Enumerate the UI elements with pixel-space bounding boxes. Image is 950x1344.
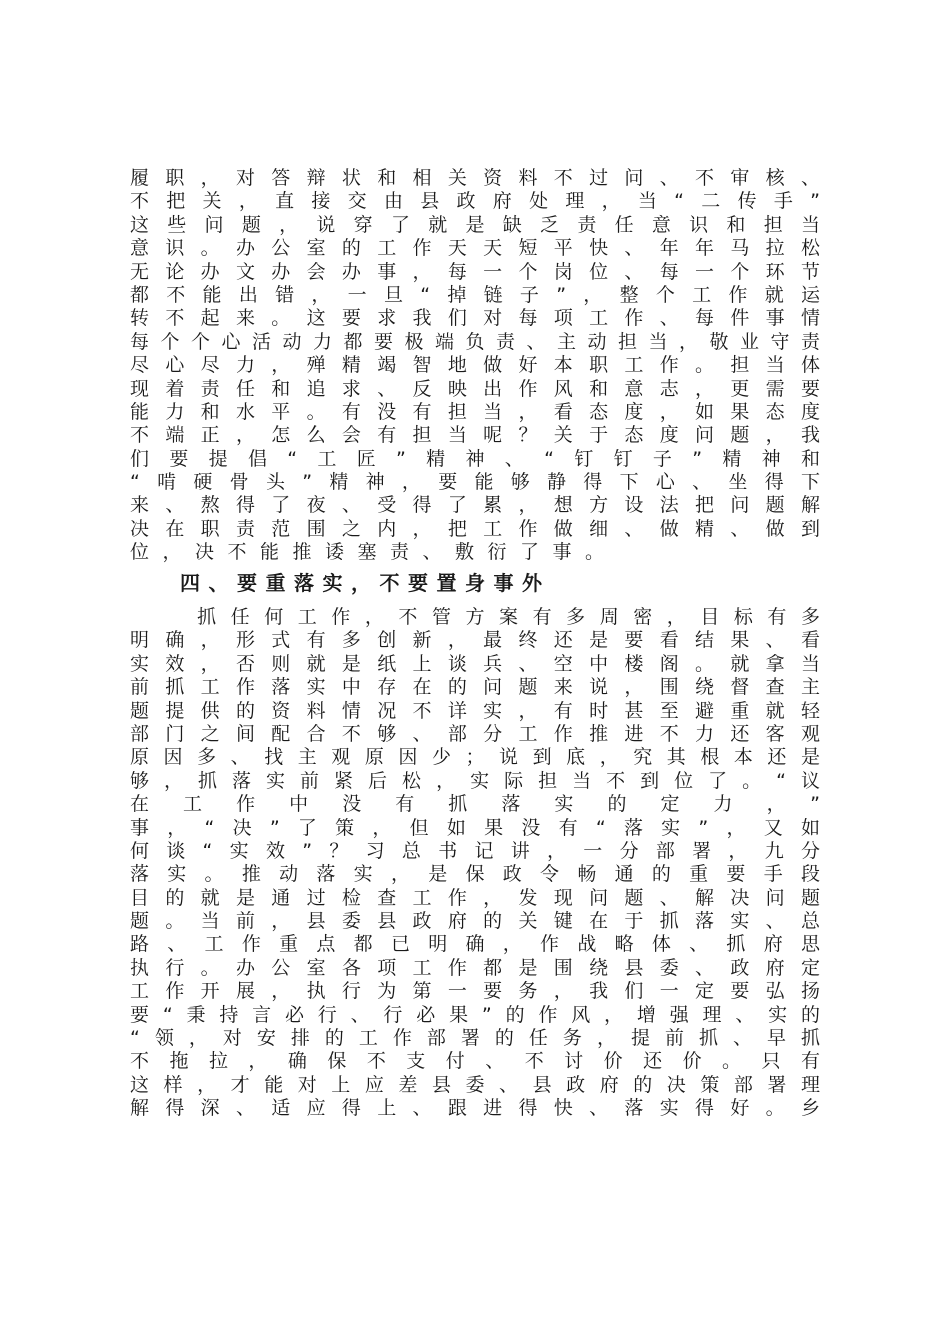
text-line: 何谈“实效”？习总书记讲，一分部署，九分 bbox=[130, 839, 820, 862]
text-line: 题。当前，县委县政府的关键在于抓落实、总 bbox=[130, 910, 820, 933]
text-line: 实效，否则就是纸上谈兵、空中楼阁。就拿当 bbox=[130, 652, 820, 675]
text-line: 够，抓落实前紧后松，实际担当不到位了。“议 bbox=[130, 769, 820, 792]
text-line: 不拖拉，确保不支付、不讨价还价。只有 bbox=[130, 1050, 820, 1073]
text-line: 都不能出错，一旦“掉链子”，整个工作就运 bbox=[130, 283, 820, 306]
text-line-last: 位，决不能推诿塞责、敷衍了事。 bbox=[130, 541, 618, 564]
text-line: 每个个心活动力都要极端负责、主动担当，敬业守责 bbox=[130, 330, 820, 353]
text-line: “啃硬骨头”精神，要能够静得下心、坐得下 bbox=[130, 471, 820, 494]
text-line: 明确，形式有多创新，最终还是要看结果、看 bbox=[130, 629, 820, 652]
text-line: 这些问题，说穿了就是缺乏责任意识和担当 bbox=[130, 213, 820, 236]
text-line: 来、熬得了夜、受得了累，想方设法把问题解 bbox=[130, 494, 820, 517]
text-line: 在工作中没有抓落实的定力，” bbox=[130, 793, 820, 816]
text-line: 能力和水平。有没有担当，看态度，如果态度 bbox=[130, 400, 820, 423]
text-line: 不把关，直接交由县政府处理，当“二传手” bbox=[130, 190, 820, 213]
text-line: 执行。办公室各项工作都是围绕县委、政府定 bbox=[130, 956, 820, 979]
text-line: 们要提倡“工匠”精神、“钉钉子”精神和 bbox=[130, 447, 820, 470]
text-line: 目的就是通过检查工作，发现问题、解决问题 bbox=[130, 886, 820, 909]
text-line: 前抓工作落实中存在的问题来说，围绕督查主 bbox=[130, 676, 820, 699]
text-line: 工作开展，执行为第一要务，我们一定要弘扬 bbox=[130, 980, 820, 1003]
text-line: 要“秉持言必行、行必果”的作风，增强理、实的 bbox=[130, 1003, 820, 1026]
text-line: 原因多、找主观原因少；说到底，究其根本还是 bbox=[130, 746, 820, 769]
text-line: 不端正，怎么会有担当呢？关于态度问题，我 bbox=[130, 424, 820, 447]
text-line: 部门之间配合不够、部分工作推进不力还客观 bbox=[130, 722, 820, 745]
text-line: “领，对安排的工作部署的任务，提前抓、早抓 bbox=[130, 1027, 820, 1050]
text-line: 这样，才能对上应差县委、县政府的决策部署理 bbox=[130, 1073, 820, 1096]
paragraph-implementation bbox=[130, 606, 820, 1121]
text-line: 抓任何工作，不管方案有多周密，目标有多 bbox=[130, 606, 820, 628]
paragraph-responsibility bbox=[130, 167, 820, 565]
text-line: 事，“决”了策，但如果没有“落实”，又如 bbox=[130, 816, 820, 839]
text-line: 履职，对答辩状和相关资料不过问、不审核、 bbox=[130, 167, 820, 189]
section-heading: 四、要重落实，不要置身事外 bbox=[180, 571, 551, 595]
text-line: 尽心尽力，殚精竭智地做好本职工作。担当体 bbox=[130, 354, 820, 377]
text-line: 意识。办公室的工作天天短平快、年年马拉松 bbox=[130, 237, 820, 260]
text-line: 落实。推动落实，是保政令畅通的重要手段 bbox=[130, 863, 820, 886]
text-line: 无论办文办会办事，每一个岗位、每一个环节 bbox=[130, 260, 820, 283]
text-line: 转不起来。这要求我们对每项工作、每件事情 bbox=[130, 307, 820, 330]
text-line: 决在职责范围之内，把工作做细、做精、做到 bbox=[130, 517, 820, 540]
text-line: 现着责任和追求、反映出作风和意志，更需要 bbox=[130, 377, 820, 400]
text-line: 解得深、适应得上、跟进得快、落实得好。乡 bbox=[130, 1097, 820, 1120]
text-line: 路、工作重点都已明确，作战略体、抓府思 bbox=[130, 933, 820, 956]
text-line: 题提供的资料情况不详实，有时甚至避重就轻 bbox=[130, 699, 820, 722]
